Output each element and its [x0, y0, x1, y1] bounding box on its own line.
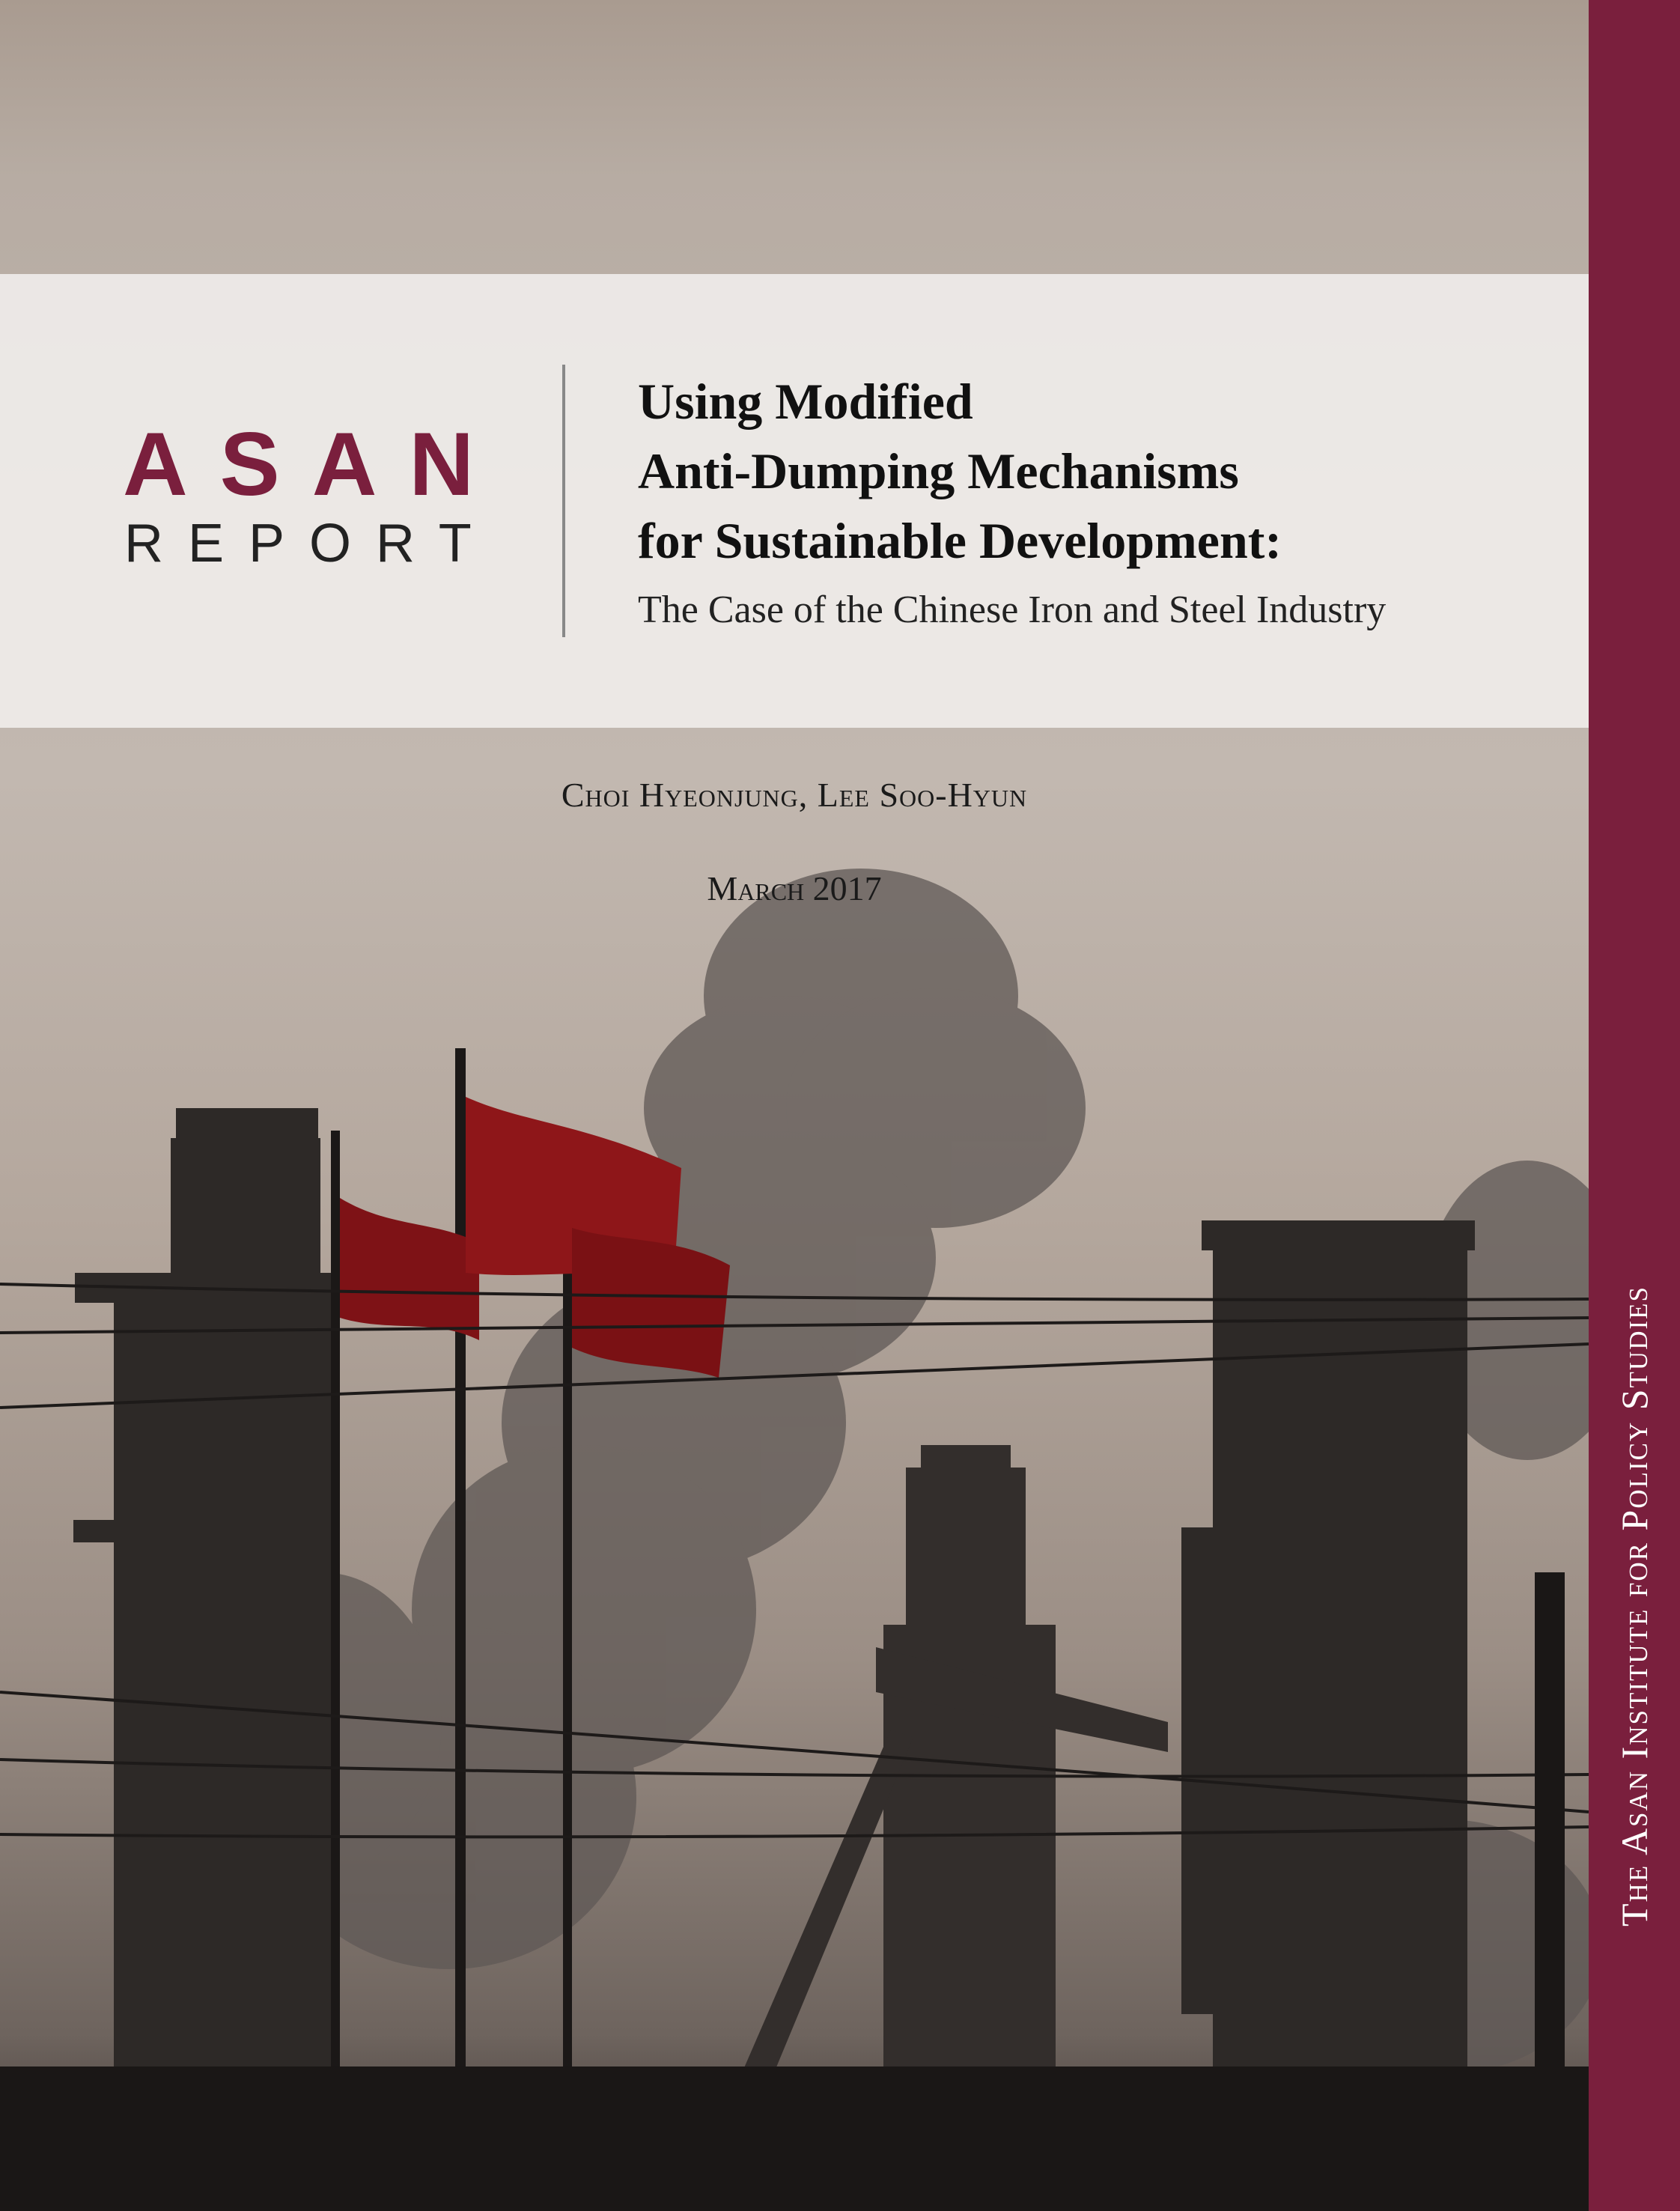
report-logo-wordmark: REPORT [124, 514, 496, 574]
report-subtitle: The Case of the Chinese Iron and Steel Industry [638, 589, 1387, 631]
blast-furnace [719, 1445, 1168, 2134]
title-divider [562, 365, 565, 637]
asan-logo-wordmark: ASAN [123, 414, 507, 514]
institute-name: The Asan Institute for Policy Studies [1613, 1286, 1655, 1926]
ground [0, 2066, 1589, 2211]
title-line: Using Modified [638, 373, 973, 430]
left-tower [73, 1108, 337, 2089]
title-line: Anti-Dumping Mechanisms [638, 442, 1239, 499]
title-line: for Sustainable Development: [638, 512, 1282, 569]
authors: Choi Hyeonjung, Lee Soo-Hyun [561, 776, 1028, 814]
publication-date: March 2017 [707, 869, 882, 907]
report-title [638, 367, 1282, 576]
